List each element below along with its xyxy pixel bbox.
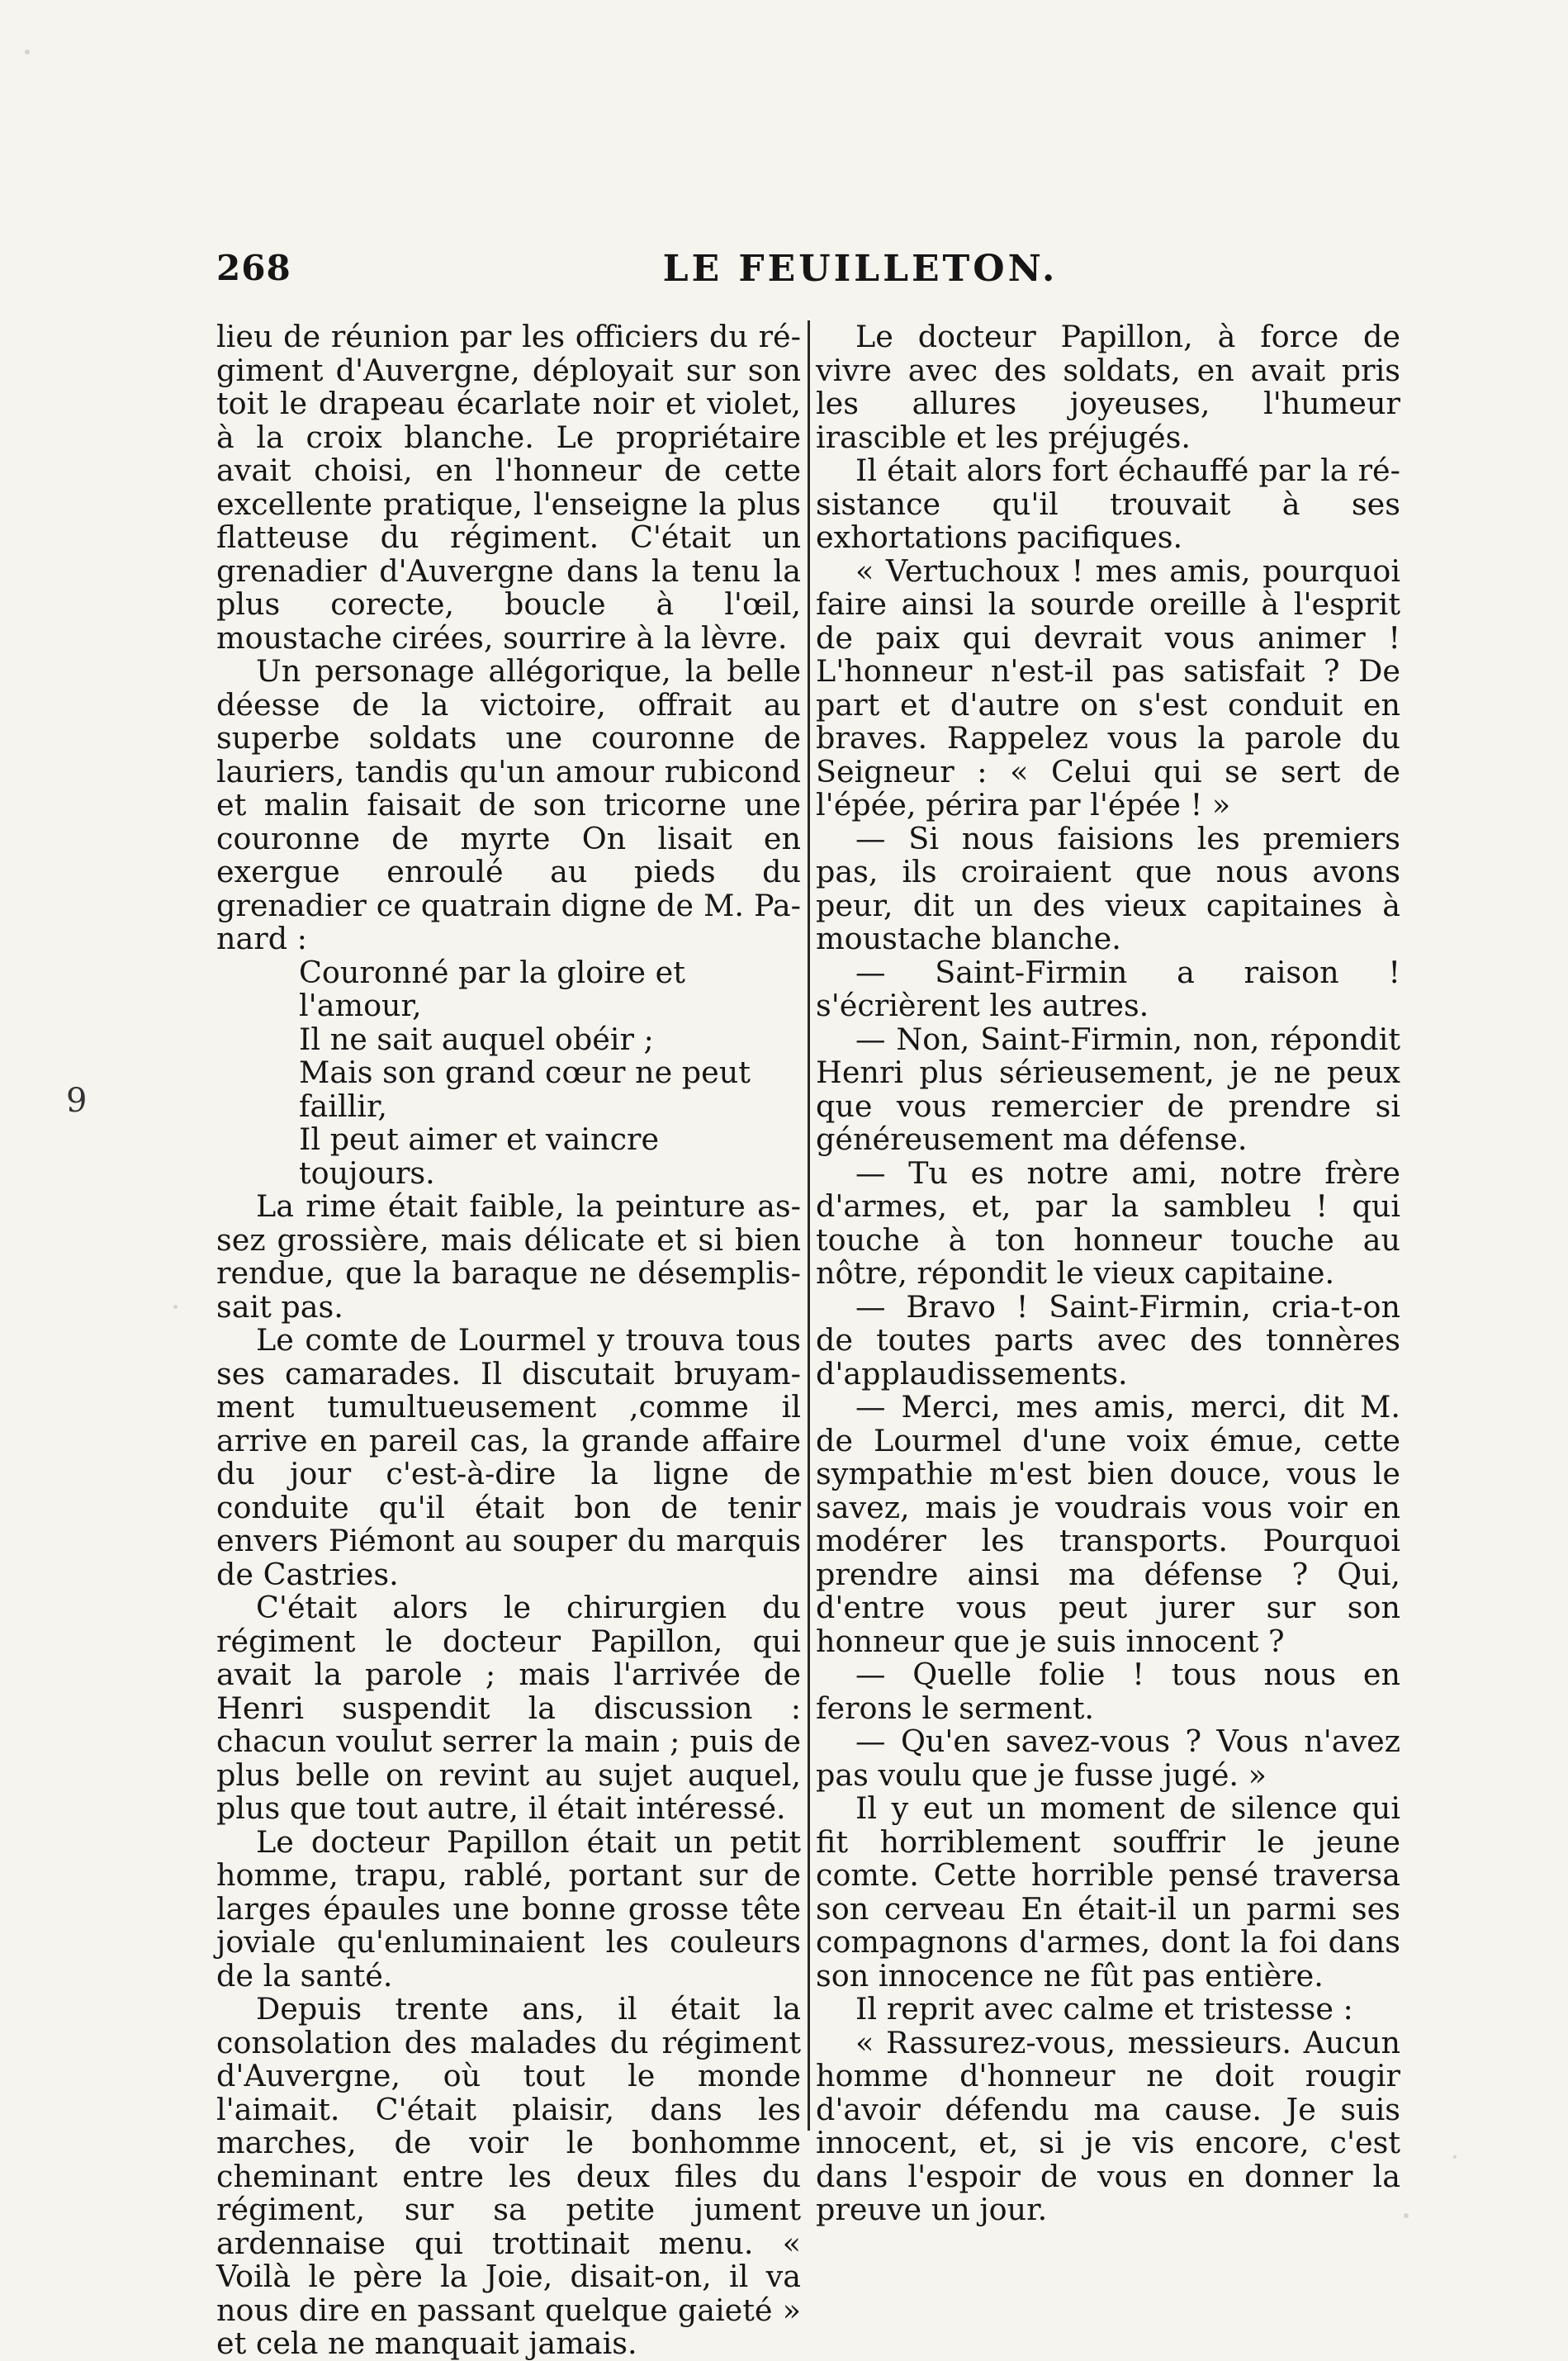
paragraph: Il était alors fort échauffé par la résistance qu'il trouvait à ses exhortations pacifiques. [816, 453, 1400, 555]
paragraph: Le comte de Lourmel y trouva tous ses camarades. Il discutait bruyamment tumultueusement ,comme il arrive en pareil cas, la grande affaire du jour c'est-à-dire la ligne de conduite qu'il était bon de tenir envers Piémont au souper du marquis de Castries. [216, 1322, 801, 1592]
verse-line: Il ne sait auquel obéir ; [299, 1021, 654, 1057]
paragraph: Il reprit avec calme et tristesse : [855, 1991, 1353, 2027]
paragraph: Depuis trente ans, il était la consolation des malades du régiment d'Auvergne, où tout le monde l'aimait. C'était plaisir, dans les marches, de voir le bonhomme cheminant entre les deux files du régiment, sur sa petite jument ardennaise qui trottinait menu. « Voilà le père la Joie, disait-on, il va nous dire en passant quelque gaieté » et cela ne manquait jamais. [216, 1991, 801, 2361]
paragraph: Le docteur Papillon, à force de vivre avec des soldats, en avait pris les allures joyeuses, l'humeur irascible et les préjugés. [816, 319, 1400, 455]
right-text-column [816, 320, 1400, 2227]
verse-line: Il peut aimer et vaincre toujours. [299, 1121, 660, 1191]
verse-line: Couronné par la gloire et l'amour, [299, 954, 685, 1023]
paragraph: — Merci, mes amis, merci, dit M. de Lourmel d'une voix émue, cette sympathie m'est bien douce, vous le savez, mais je voudrais vous voir en modérer les transports. Pourquoi prendre ainsi ma défense ? Qui, d'entre vous peut jurer sur son honneur que je suis innocent ? [816, 1389, 1400, 1659]
paper-speck [25, 50, 30, 55]
paragraph: La rime était faible, la peinture assez grossière, mais délicate et si bien rendue, que la baraque ne désemplissait pas. [216, 1188, 801, 1325]
column-rule [808, 320, 810, 2131]
page-number: 268 [216, 248, 291, 288]
paragraph: Il y eut un moment de silence qui fit horriblement souffrir le jeune comte. Cette horrible pensé traversa son cerveau En était-il un parmi ses compagnons d'armes, dont la foi dans son innocence ne fût pas entière. [816, 1790, 1400, 1994]
paper-speck [173, 1305, 178, 1309]
paragraph: — Tu es notre ami, notre frère d'armes, et, par la sambleu ! qui touche à ton honneur touche au nôtre, répondit le vieux capitaine. [816, 1154, 1400, 1291]
paragraph: lieu de réunion par les officiers du régiment d'Auvergne, déployait sur son toit le drapeau écarlate noir et violet, à la croix blanche. Le propriétaire avait choisi, en l'honneur de cette excellente pratique, l'enseigne la plus flatteuse du régiment. C'était un grenadier d'Auvergne dans la tenu la plus corecte, boucle à l'œil, moustache cirées, sourrire à la lèvre. [216, 319, 801, 656]
paragraph: — Bravo ! Saint-Firmin, cria-t-on de toutes parts avec des tonnères d'applaudissements. [816, 1288, 1400, 1391]
paper-speck [1404, 2213, 1409, 2218]
left-text-column [216, 320, 801, 2361]
paragraph: « Rassurez-vous, messieurs. Aucun homme d'honneur ne doit rougir d'avoir défendu ma cause. Je suis innocent, et, si je vis encore, c'est dans l'espoir de vous en donner la preuve un jour. [816, 2024, 1400, 2227]
paper-speck [1453, 2155, 1457, 2159]
verse-line: Mais son grand cœur ne peut faillir, [299, 1055, 751, 1124]
paragraph: C'était alors le chirurgien du régiment le docteur Papillon, qui avait la parole ; mais l'arrivée de Henri suspendit la discussion : chacun voulut serrer la main ; puis de plus belle on revint au sujet auquel, plus que tout autre, il était intéressé. [216, 1590, 801, 1826]
paragraph: — Quelle folie ! tous nous en ferons le serment. [816, 1657, 1400, 1726]
paragraph: — Saint-Firmin a raison ! s'écrièrent les autres. [816, 954, 1400, 1023]
paragraph: — Non, Saint-Firmin, non, répondit Henri plus sérieusement, je ne peux que vous remercier de prendre si généreusement ma défense. [816, 1021, 1400, 1157]
paragraph: — Si nous faisions les premiers pas, ils croiraient que nous avons peur, dit un des vieux capitaines à moustache blanche. [816, 820, 1400, 956]
paragraph: Un personage allégorique, la belle déesse de la victoire, offrait au superbe soldats une couronne de lauriers, tandis qu'un amour rubicond et malin faisait de son tricorne une couronne de myrte On lisait en exergue enroulé au pieds du grenadier ce quatrain digne de M. Panard : [216, 653, 801, 956]
paragraph: Le docteur Papillon était un petit homme, trapu, rablé, portant sur de larges épaules une bonne grosse tête joviale qu'enluminaient les couleurs de la santé. [216, 1823, 801, 1994]
running-title: LE FEUILLETON. [662, 248, 1059, 290]
paragraph: — Qu'en savez-vous ? Vous n'avez pas voulu que je fusse jugé. » [816, 1723, 1400, 1793]
page-header [216, 248, 1389, 306]
margin-mark: 9 [66, 1082, 88, 1120]
paragraph: « Vertuchoux ! mes amis, pourquoi faire ainsi la sourde oreille à l'esprit de paix qui devrait vous animer ! L'honneur n'est-il pas satisfait ? De part et d'autre on s'est conduit en braves. Rappelez vous la parole du Seigneur : « Celui qui se sert de l'épée, périra par l'épée ! » [816, 552, 1400, 823]
